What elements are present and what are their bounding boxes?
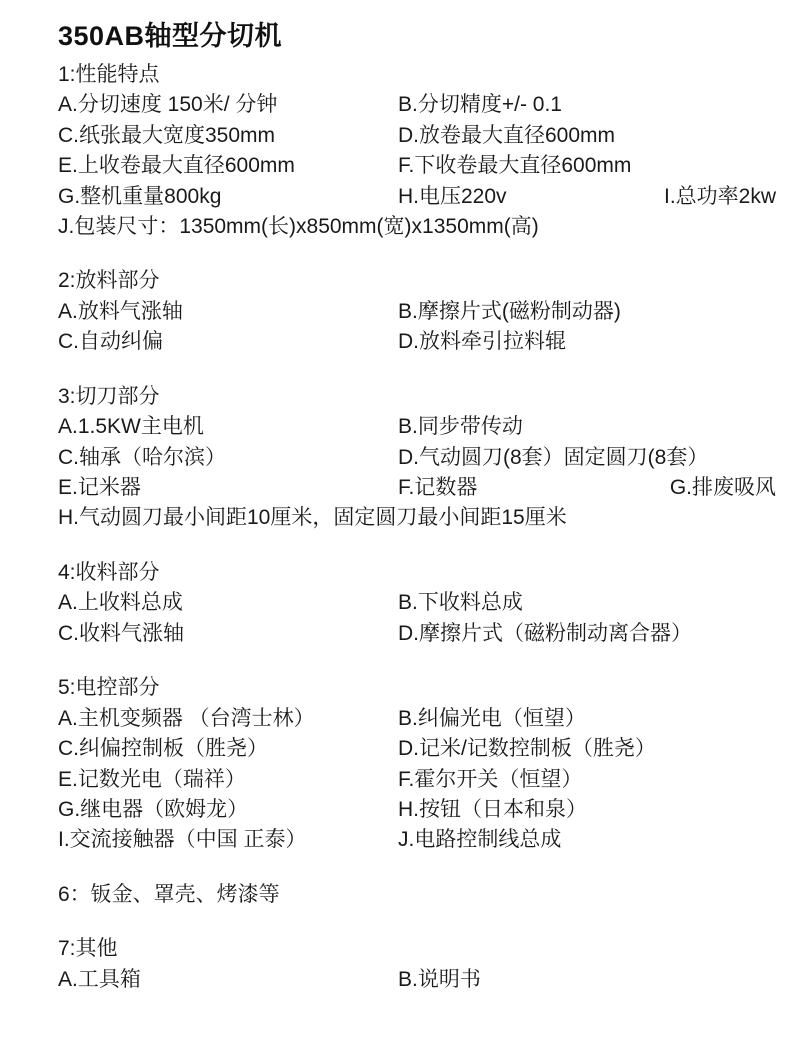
- spec-item: B.分切精度+/- 0.1: [398, 93, 562, 117]
- spec-row: [24, 965, 776, 995]
- spec-item: C.纸张最大宽度350mm: [58, 123, 276, 147]
- spec-section-sheet-metal: [24, 880, 776, 910]
- spec-row: J.包装尺寸：1350mm(长)x850mm(宽)x1350mm(高): [58, 214, 539, 238]
- spec-section-performance: [24, 60, 776, 243]
- spec-item: E.上收卷最大直径600mm: [58, 154, 295, 178]
- spec-item: D.摩擦片式（磁粉制动离合器）: [398, 621, 692, 645]
- spec-item: C.自动纠偏: [58, 330, 163, 354]
- spec-item: H.按钮（日本和泉）: [398, 797, 587, 821]
- spec-item: I.总功率2kw: [663, 184, 776, 208]
- spec-row: [24, 704, 776, 734]
- spec-section-other: [24, 934, 776, 995]
- section-heading: 6：钣金、罩壳、烤漆等: [58, 882, 280, 906]
- spec-row: [24, 121, 776, 151]
- spec-item: A.分切速度 150米/ 分钟: [58, 93, 278, 117]
- spec-item: A.上收料总成: [58, 591, 183, 615]
- spec-item: G.排废吸风: [669, 476, 776, 500]
- section-heading: 3:切刀部分: [58, 384, 160, 408]
- spec-item: D.气动圆刀(8套）固定圆刀(8套）: [398, 445, 709, 469]
- spec-item: C.纠偏控制板（胜尧）: [58, 737, 268, 761]
- spec-row: [24, 588, 776, 618]
- spec-row: H.气动圆刀最小间距10厘米，固定圆刀最小间距15厘米: [58, 506, 567, 530]
- spec-item: A.主机变频器 （台湾士林）: [58, 706, 315, 730]
- spec-row: [24, 619, 776, 649]
- spec-section-rewinding: [24, 558, 776, 649]
- spec-section-cutter: [24, 382, 776, 534]
- page-title: 350AB轴型分切机: [58, 21, 283, 51]
- spec-row: [24, 151, 776, 181]
- spec-item: A.1.5KW主电机: [58, 415, 204, 439]
- spec-section-electrical: [24, 673, 776, 856]
- section-heading: 2:放料部分: [58, 269, 160, 293]
- spec-item: E.记数光电（瑞祥）: [58, 767, 246, 791]
- spec-item: H.电压220v: [398, 184, 507, 208]
- spec-item: B.说明书: [398, 967, 481, 991]
- spec-row: [24, 327, 776, 357]
- spec-item: A.放料气涨轴: [58, 299, 183, 323]
- spec-row: [24, 443, 776, 473]
- spec-item: C.轴承（哈尔滨）: [58, 445, 226, 469]
- spec-item: D.放卷最大直径600mm: [398, 123, 616, 147]
- spec-row: [24, 734, 776, 764]
- spec-row: [24, 825, 776, 855]
- spec-item: C.收料气涨轴: [58, 621, 184, 645]
- spec-row: [24, 765, 776, 795]
- section-heading: 7:其他: [58, 937, 118, 961]
- section-heading: 4:收料部分: [58, 560, 160, 584]
- section-heading: 1:性能特点: [58, 62, 160, 86]
- spec-item: I.交流接触器（中国 正泰）: [58, 828, 307, 852]
- section-heading: 5:电控部分: [58, 676, 160, 700]
- spec-item: D.放料牵引拉料辊: [398, 330, 566, 354]
- spec-item: F.记数器: [398, 476, 478, 500]
- spec-row: [24, 473, 776, 503]
- spec-item: B.下收料总成: [398, 591, 523, 615]
- spec-item: E.记米器: [58, 476, 141, 500]
- spec-row: [24, 90, 776, 120]
- spec-item: F.下收卷最大直径600mm: [398, 154, 632, 178]
- spec-item: G.整机重量800kg: [58, 184, 222, 208]
- spec-item: B.摩擦片式(磁粉制动器): [398, 299, 621, 323]
- spec-row: [24, 297, 776, 327]
- spec-item: B.同步带传动: [398, 415, 523, 439]
- spec-row: [24, 182, 776, 212]
- spec-item: B.纠偏光电（恒望）: [398, 706, 586, 730]
- spec-item: A.工具箱: [58, 967, 141, 991]
- spec-section-unwinding: [24, 266, 776, 357]
- spec-item: D.记米/记数控制板（胜尧）: [398, 737, 656, 761]
- spec-row: [24, 412, 776, 442]
- spec-item: J.电路控制线总成: [398, 828, 562, 852]
- spec-item: G.继电器（欧姆龙）: [58, 797, 249, 821]
- spec-item: F.霍尔开关（恒望）: [398, 767, 583, 791]
- spec-row: [24, 795, 776, 825]
